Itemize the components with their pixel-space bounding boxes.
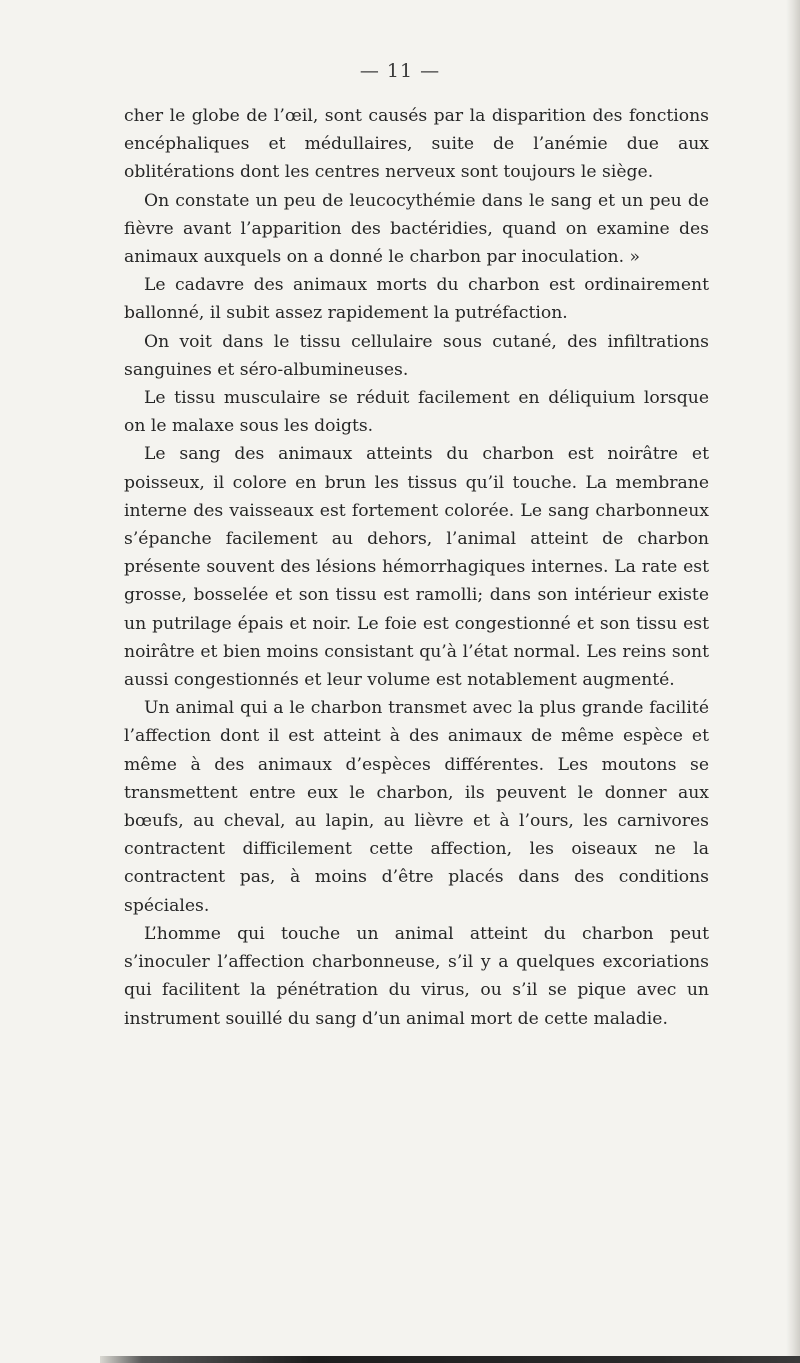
paragraph: Le cadavre des animaux morts du charbon est ordinairement ballonné, il subit assez rapidement la putréfaction. — [124, 275, 709, 324]
body-text — [124, 102, 709, 1033]
paragraph: On voit dans le tissu cellulaire sous cutané, des infiltrations sanguines et séro-albumineuses. — [124, 331, 709, 380]
scan-bottom-edge — [100, 1356, 800, 1363]
paragraph: L’homme qui touche un animal atteint du charbon peut s’inoculer l’affection charbonneuse, s’il y a quelques excoriations qui facilitent la pénétration du virus, ou s’il se pique avec un instrument souillé du sang d’un animal mort de cette maladie. — [124, 923, 709, 1029]
paragraph: cher le globe de l’œil, sont causés par la disparition des fonctions encéphaliques et médullaires, suite de l’anémie due aux oblitérations dont les centres nerveux sont toujours le siège. — [124, 106, 709, 183]
paragraph: Le tissu musculaire se réduit facilement en déliquium lorsque on le malaxe sous les doigts. — [124, 388, 709, 437]
paragraph: Le sang des animaux atteints du charbon est noirâtre et poisseux, il colore en brun les tissus qu’il touche. La membrane interne des vaisseaux est fortement colorée. Le sang charbonneux s’épanche facilement au dehors, l’animal atteint de charbon présente souvent des lésions hémorrhagiques internes. La rate est grosse, bosselée et son tissu est ramolli; dans son intérieur existe un putrilage épais et noir. Le foie est congestionné et son tissu est noirâtre et bien moins consistant qu’à l’état normal. Les reins sont aussi congestionnés et leur volume est notablement augmenté. — [124, 444, 709, 691]
paragraph: On constate un peu de leucocythémie dans le sang et un peu de fièvre avant l’apparition des bactéridies, quand on examine des animaux auxquels on a donné le charbon par inoculation. » — [124, 190, 709, 268]
paragraph: Un animal qui a le charbon transmet avec la plus grande facilité l’affection dont il est atteint à des animaux de même espèce et même à des animaux d’espèces différentes. Les moutons se transmettent entre eux le charbon, ils peuvent le donner aux bœufs, au cheval, au lapin, au lièvre et à l’ours, les carnivores contractent difficilement cette affection, les oiseaux ne la contractent pas, à moins d’être placés dans des conditions spéciales. — [124, 698, 709, 916]
page-edge-shadow — [786, 0, 800, 1363]
page-number: — 11 — — [359, 60, 441, 82]
